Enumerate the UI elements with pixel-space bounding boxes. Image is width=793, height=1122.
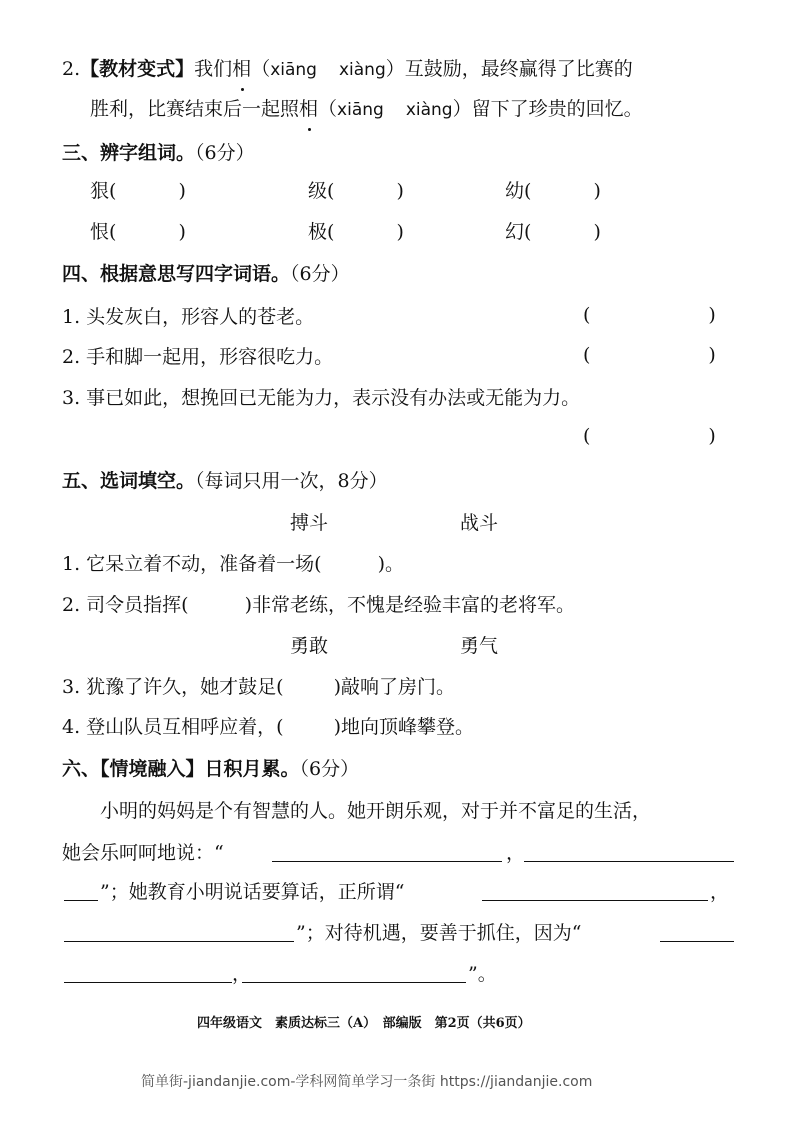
open-paren: (: [327, 180, 335, 202]
page-footer: 四年级语文 素质达标三（A） 部编版 第2页（共6页）: [197, 1016, 531, 1031]
section-points: （6分）: [299, 758, 360, 780]
open-paren: （: [251, 58, 271, 80]
fill-question-1: [62, 551, 404, 577]
answer-blank[interactable]: [583, 302, 716, 328]
open-paren: (: [583, 344, 591, 366]
idiom-question-2: [62, 344, 333, 370]
character: 极: [308, 221, 328, 243]
open-paren: (: [524, 180, 532, 202]
word-choice: 搏斗: [290, 512, 329, 534]
open-paren: (: [109, 180, 117, 202]
close-paren: ): [593, 221, 601, 243]
close-paren: ): [244, 594, 253, 616]
close-paren: ): [178, 180, 186, 202]
question-2-line-2: [90, 96, 643, 123]
answer-line[interactable]: [64, 899, 98, 901]
close-paren: ): [396, 180, 404, 202]
close-paren: ）: [452, 98, 472, 120]
word-pair-cell[interactable]: [505, 219, 601, 245]
pinyin-option-1[interactable]: xiāng: [270, 60, 317, 80]
pinyin-option-1[interactable]: xiāng: [337, 100, 384, 120]
open-paren: (: [314, 553, 322, 575]
word-pair-cell[interactable]: [90, 219, 186, 245]
fill-question-2: [62, 592, 575, 618]
answer-blank[interactable]: [583, 423, 716, 449]
answer-line[interactable]: [660, 940, 734, 942]
open-paren: (: [583, 304, 591, 326]
question-text: 1. 它呆立着不动，准备着一场: [62, 553, 315, 575]
question-text: 2. 司令员指挥: [62, 594, 182, 616]
close-paren: ): [708, 344, 716, 366]
word-choice: 勇气: [460, 635, 499, 657]
paragraph-line-5: ”。: [468, 963, 497, 985]
word-choice: 勇敢: [290, 635, 329, 657]
open-paren: (: [276, 716, 284, 738]
section-title: 六、【情境融入】日积月累。: [62, 758, 300, 780]
answer-line[interactable]: [64, 940, 294, 942]
paragraph-line-1: 小明的妈妈是个有智慧的人。她开朗乐观，对于并不富足的生活，: [100, 800, 652, 822]
comma: ，: [710, 881, 730, 903]
open-paren: (: [327, 221, 335, 243]
open-paren: (: [109, 221, 117, 243]
open-paren: (: [181, 594, 189, 616]
question-text: 我们: [194, 58, 233, 80]
open-paren: (: [276, 676, 284, 698]
fill-question-4: [62, 714, 474, 740]
question-text: 4. 登山队员互相呼应着，: [62, 716, 277, 738]
pinyin-option-2[interactable]: xiàng: [405, 100, 453, 120]
question-text: 非常老练，不愧是经验丰富的老将军。: [252, 594, 576, 616]
section-points: （6分）: [195, 142, 255, 164]
paragraph-line-3: ”；她教育小明说话要算话，正所谓“: [100, 881, 405, 903]
character: 狠: [90, 180, 110, 202]
question-text: 3. 事已如此，想挽回已无能为力，表示没有办法或无能为力。: [62, 387, 581, 409]
section-5-heading: [62, 468, 388, 494]
idiom-question-1: [62, 304, 314, 330]
pinyin-option-2[interactable]: xiàng: [338, 60, 386, 80]
close-paren: ): [708, 304, 716, 326]
close-paren: ）: [385, 58, 405, 80]
section-title: 三、辨字组词。: [62, 142, 196, 164]
question-text: 胜利，比赛结束后一起照: [90, 98, 300, 120]
close-paren: ): [377, 553, 386, 575]
section-title: 五、选词填空。: [62, 470, 196, 492]
paragraph-line-2: [62, 840, 224, 866]
section-4-heading: [62, 261, 350, 287]
close-paren: ): [708, 425, 716, 447]
word-pair-cell[interactable]: [505, 178, 601, 204]
fill-question-3: [62, 674, 455, 700]
word-pair-cell[interactable]: [308, 178, 404, 204]
character: 级: [308, 180, 328, 202]
character: 幻: [505, 221, 525, 243]
open-paren: (: [524, 221, 532, 243]
question-text: 互鼓励，最终赢得了比赛的: [404, 58, 633, 80]
question-text: 留下了珍贵的回忆。: [471, 98, 643, 120]
close-paren: ): [178, 221, 186, 243]
section-3-heading: [62, 140, 255, 166]
answer-line[interactable]: [242, 981, 466, 983]
character: 恨: [90, 221, 110, 243]
word-pair-cell[interactable]: [308, 219, 404, 245]
paragraph-text: 她会乐呵呵地说：“: [62, 842, 224, 864]
comma: ，: [506, 842, 526, 864]
question-text: 3. 犹豫了许久，她才鼓足: [62, 676, 277, 698]
site-watermark: 简单街-jiandanjie.com-学科网简单学习一条街 https://jiandanjie.com: [141, 1074, 593, 1090]
answer-line[interactable]: [272, 860, 502, 862]
close-paren: ): [333, 676, 342, 698]
answer-line[interactable]: [482, 899, 708, 901]
section-title: 四、根据意思写四字词语。: [62, 263, 291, 285]
idiom-question-3: [62, 385, 580, 411]
close-paren: ): [333, 716, 342, 738]
comma: ，: [232, 963, 252, 985]
answer-blank[interactable]: [583, 342, 716, 368]
close-paren: ): [593, 180, 601, 202]
question-number: 2.: [62, 58, 81, 80]
dotted-character: 相: [299, 98, 319, 120]
question-text: 。: [385, 553, 405, 575]
word-pair-cell[interactable]: [90, 178, 186, 204]
question-tag: 【教材变式】: [80, 58, 195, 80]
answer-line[interactable]: [524, 860, 734, 862]
paragraph-line-4: ”；对待机遇，要善于抓住，因为“: [296, 922, 582, 944]
section-points: （6分）: [290, 263, 350, 285]
question-text: 地向顶峰攀登。: [341, 716, 475, 738]
question-text: 1. 头发灰白，形容人的苍老。: [62, 306, 315, 328]
character: 幼: [505, 180, 525, 202]
word-choice: 战斗: [460, 512, 499, 534]
question-2-line-1: [62, 56, 633, 83]
section-points: （每词只用一次，8分）: [195, 470, 388, 492]
open-paren: （: [318, 98, 338, 120]
answer-line[interactable]: [64, 981, 232, 983]
section-6-heading: [62, 756, 359, 782]
dotted-character: 相: [232, 58, 252, 80]
question-text: 敲响了房门。: [341, 676, 456, 698]
close-paren: ): [396, 221, 404, 243]
question-text: 2. 手和脚一起用，形容很吃力。: [62, 346, 334, 368]
open-paren: (: [583, 425, 591, 447]
